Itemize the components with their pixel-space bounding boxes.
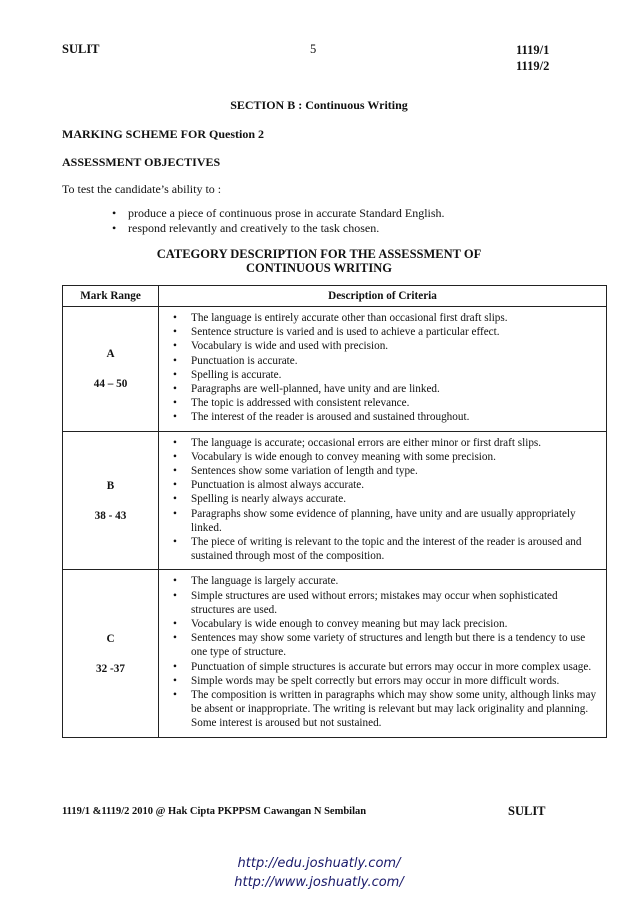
category-title: [0, 247, 638, 275]
mark-range: 32 -37: [96, 662, 125, 675]
criterion-item: • The language is largely accurate.: [173, 574, 598, 588]
header-description: Description of Criteria: [159, 286, 607, 307]
criterion-item: • Punctuation of simple structures is accurate but errors may occur in more complex usage.: [173, 660, 598, 674]
category-title-line1: CATEGORY DESCRIPTION FOR THE ASSESSMENT OF: [156, 247, 482, 261]
criterion-item: • The language is accurate; occasional errors are either minor or first draft slips.: [173, 436, 598, 450]
criterion-item: • Simple structures are used without errors; mistakes may occur when sophisticated structures are used.: [173, 589, 598, 617]
category-title-line2: CONTINUOUS WRITING: [246, 261, 392, 275]
criteria-cell-a: [159, 307, 607, 432]
objectives-list: [112, 206, 445, 236]
objectives-heading: ASSESSMENT OBJECTIVES: [62, 155, 221, 169]
mark-cell-b: [63, 431, 159, 570]
paper-code-line2: 1119/2: [516, 59, 550, 73]
objectives-intro: To test the candidate’s ability to :: [62, 182, 222, 196]
footer-copyright: 1119/1 &1119/2 2010 @ Hak Cipta PKPPSM Cawangan N Sembilan: [62, 806, 367, 817]
paper-code: [516, 42, 549, 74]
marking-scheme-heading: MARKING SCHEME FOR Question 2: [62, 127, 265, 141]
grade-label: A: [106, 347, 115, 360]
page-number: 5: [310, 42, 317, 56]
criterion-item: • Paragraphs are well-planned, have unity and are linked.: [173, 382, 598, 396]
table-row: [63, 431, 607, 570]
criterion-item: • Sentences show some variation of length and type.: [173, 464, 598, 478]
criterion-item: • The composition is written in paragraphs which may show some unity, although links may be absent or inappropriate. The writing is relevant but may lack originality and planning. Some interest is aroused but not sustained.: [173, 688, 598, 731]
mark-cell-a: [63, 307, 159, 432]
criterion-item: • The piece of writing is relevant to the topic and the interest of the reader is aroused and sustained through most of the composition.: [173, 535, 598, 563]
criterion-item: • Vocabulary is wide and used with precision.: [173, 339, 598, 353]
criterion-item: • Simple words may be spelt correctly but errors may occur in more difficult words.: [173, 674, 598, 688]
website-link-www[interactable]: http://www.joshuatly.com/: [234, 875, 404, 890]
header-mark-range: Mark Range: [63, 286, 159, 307]
objective-item: • produce a piece of continuous prose in accurate Standard English.: [112, 206, 445, 221]
criterion-item: • Sentences may show some variety of structures and length but there is a tendency to use one type of structure.: [173, 631, 598, 659]
table-header-row: [63, 286, 607, 307]
criterion-item: • Sentence structure is varied and is used to achieve a particular effect.: [173, 325, 598, 339]
criterion-item: • Vocabulary is wide enough to convey meaning but may lack precision.: [173, 617, 598, 631]
criterion-item: • The topic is addressed with consistent relevance.: [173, 396, 598, 410]
table-row: [63, 307, 607, 432]
criterion-item: • Paragraphs show some evidence of planning, have unity and are usually appropriately linked.: [173, 507, 598, 535]
grade-label: C: [106, 632, 115, 645]
criteria-cell-c: [159, 570, 607, 737]
criterion-item: • Punctuation is accurate.: [173, 354, 598, 368]
criterion-item: • Punctuation is almost always accurate.: [173, 478, 598, 492]
criteria-cell-b: [159, 431, 607, 570]
mark-range: 38 - 43: [94, 509, 127, 522]
mark-range: 44 – 50: [93, 377, 128, 390]
footer-sulit: SULIT: [508, 804, 546, 818]
paper-code-line1: 1119/1: [516, 43, 550, 57]
website-link-edu[interactable]: http://edu.joshuatly.com/: [237, 856, 401, 871]
grade-label: B: [106, 479, 115, 492]
header-sulit: SULIT: [62, 42, 100, 56]
objective-item: • respond relevantly and creatively to the task chosen.: [112, 221, 445, 236]
criterion-item: • The language is entirely accurate other than occasional first draft slips.: [173, 311, 598, 325]
mark-cell-c: [63, 570, 159, 737]
table-row: [63, 570, 607, 737]
criterion-item: • Spelling is accurate.: [173, 368, 598, 382]
section-title: SECTION B : Continuous Writing: [230, 98, 408, 112]
criterion-item: • Vocabulary is wide enough to convey meaning with some precision.: [173, 450, 598, 464]
criterion-item: • The interest of the reader is aroused and sustained throughout.: [173, 410, 598, 424]
criteria-table: [62, 285, 607, 738]
criterion-item: • Spelling is nearly always accurate.: [173, 492, 598, 506]
